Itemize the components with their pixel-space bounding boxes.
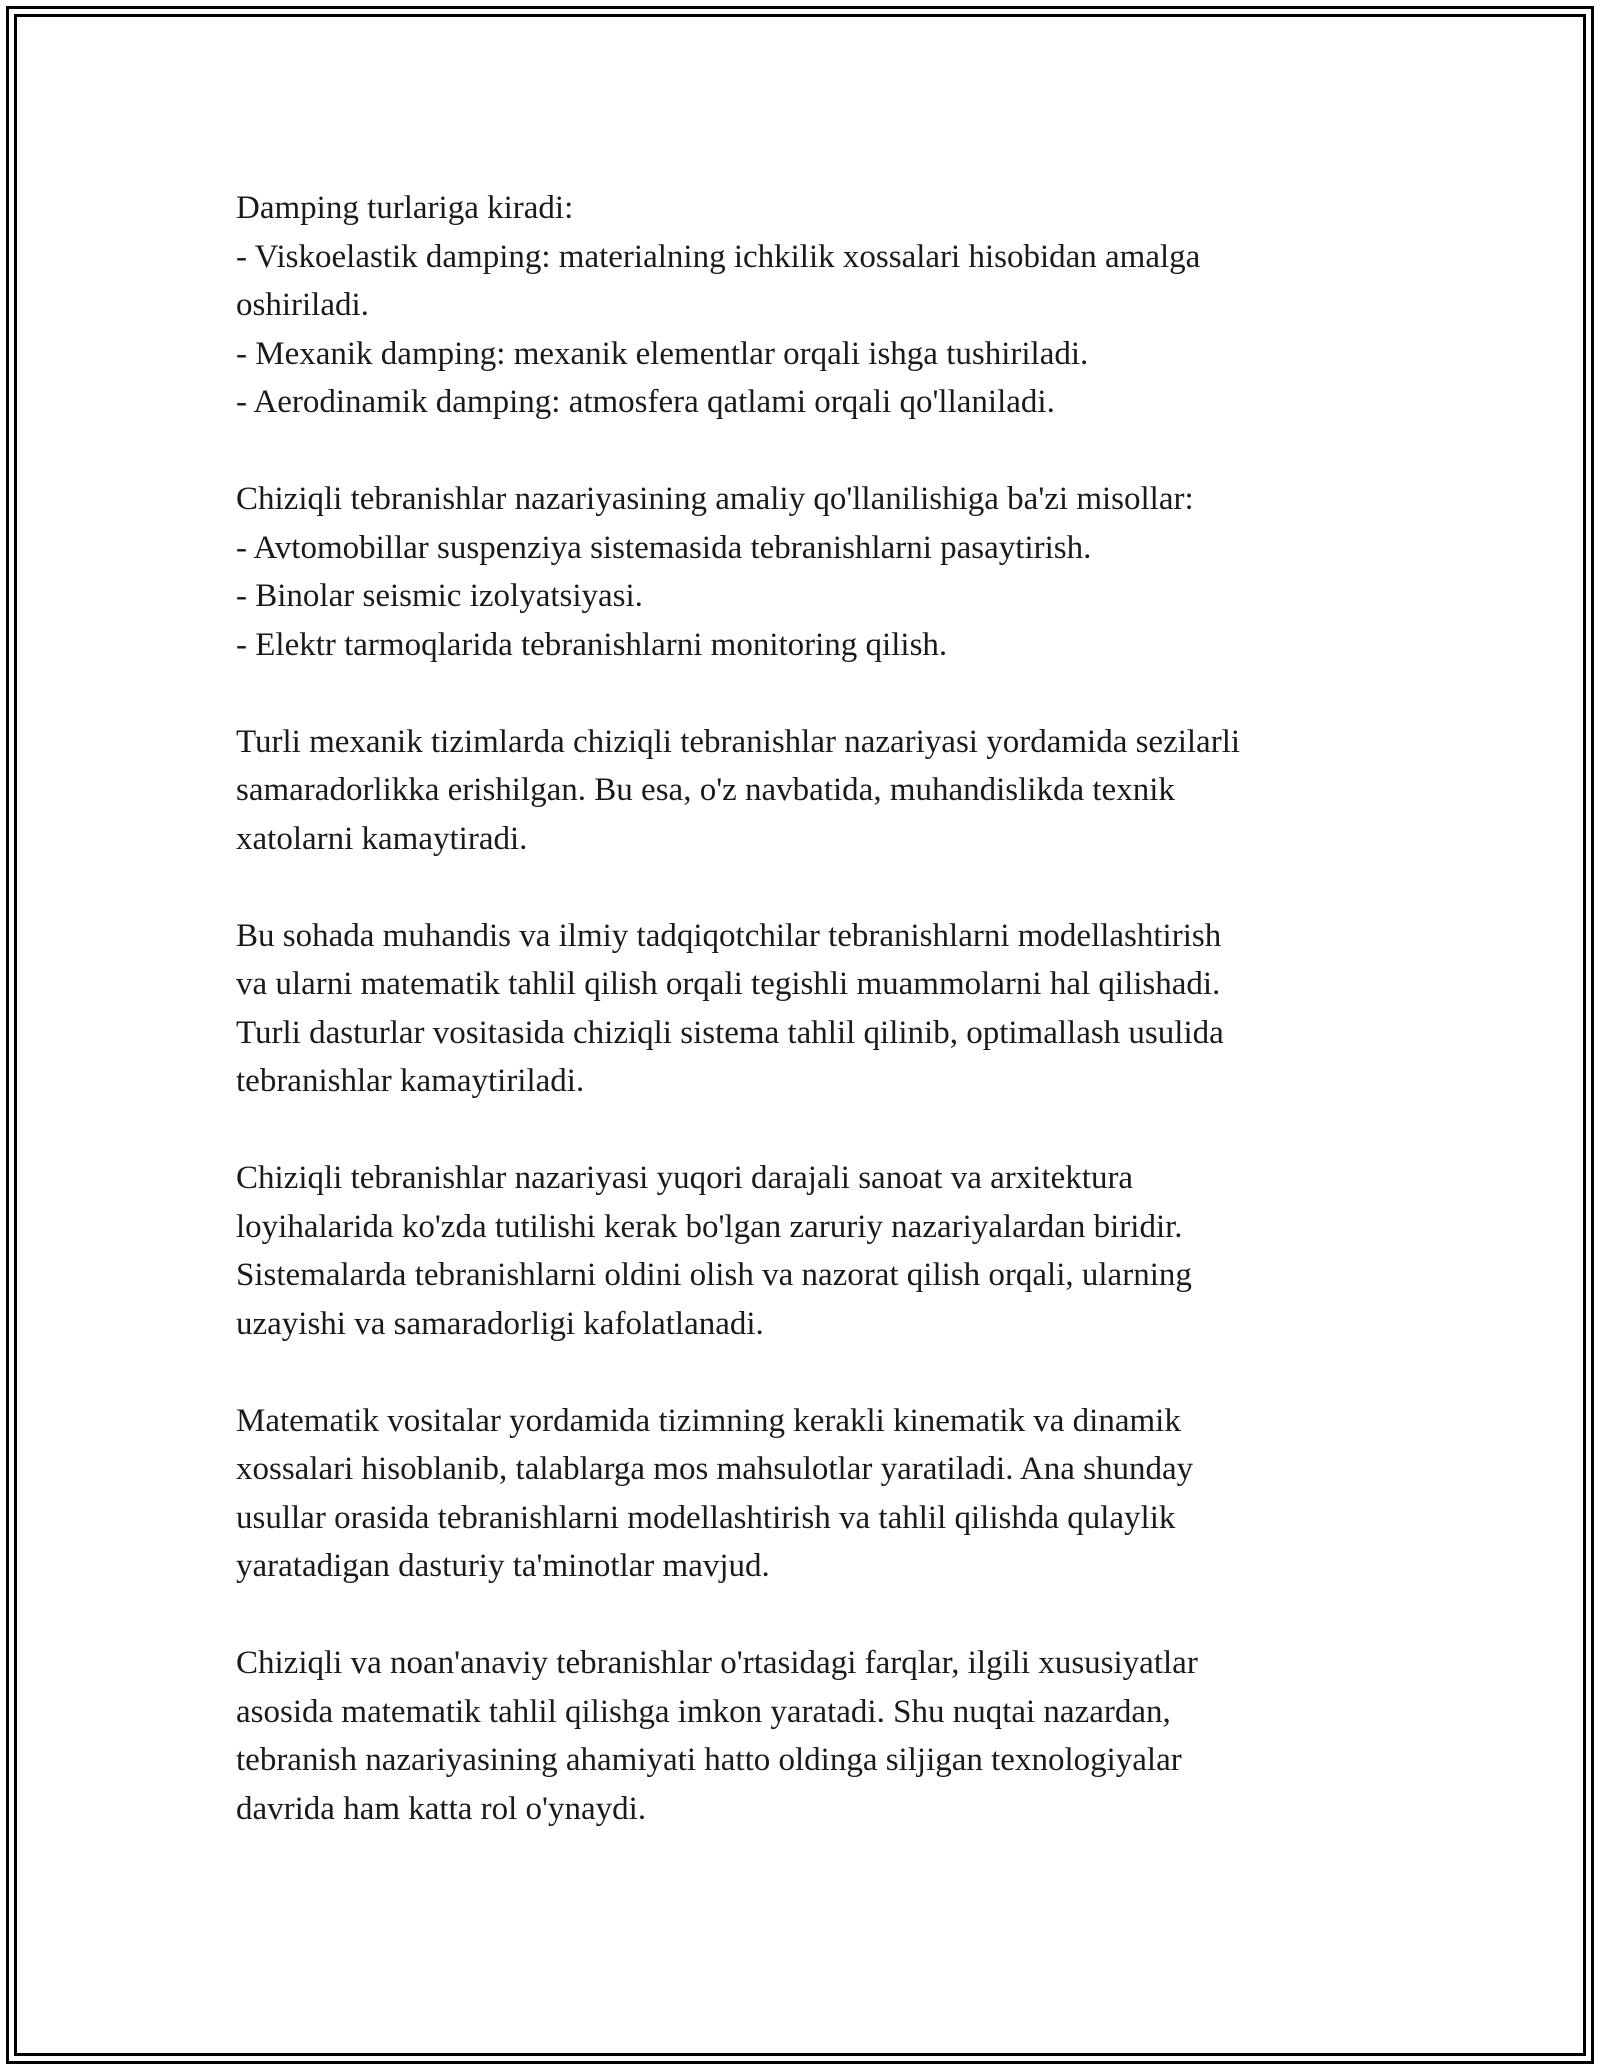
text-line: Chiziqli va noan'anaviy tebranishlar o'rtasidagi farqlar, ilgili xususiyatlar (236, 1645, 1198, 1681)
document-body (236, 184, 1366, 1882)
text-line: uzayishi va samaradorligi kafolatlanadi. (236, 1305, 764, 1342)
paragraph-researchers (236, 912, 1366, 1106)
text-line: Sistemalarda tebranishlarni oldini olish va nazorat qilish orqali, ularning (236, 1257, 1192, 1293)
text-line: Chiziqli tebranishlar nazariyasi yuqori darajali sanoat va arxitektura (236, 1160, 1134, 1196)
text-line: xatolarni kamaytiradi. (236, 820, 528, 857)
text-line: va ularni matematik tahlil qilish orqali tegishli muammolarni hal qilishadi. (236, 966, 1221, 1002)
text-line: Bu sohada muhandis va ilmiy tadqiqotchilar tebranishlarni modellashtirish (236, 917, 1222, 954)
paragraph-applications (236, 475, 1366, 669)
paragraph-efficiency (236, 718, 1366, 864)
text-line: - Viskoelastik damping: materialning ichkilik xossalari hisobidan amalga (236, 238, 1201, 275)
text-line: Turli dasturlar vositasida chiziqli sistema tahlil qilinib, optimallash usulida (236, 1014, 1224, 1051)
paragraph-math-tools (236, 1397, 1366, 1591)
text-line: samaradorlikka erishilgan. Bu esa, o'z navbatida, muhandislikda texnik (236, 772, 1175, 808)
text-line: tebranishlar kamaytiriladi. (236, 1063, 585, 1099)
text-line: Turli mexanik tizimlarda chiziqli tebranishlar nazariyasi yordamida sezilarli (236, 723, 1241, 760)
text-line: Matematik vositalar yordamida tizimning kerakli kinematik va dinamik (236, 1402, 1181, 1439)
text-line: tebranish nazariyasining ahamiyati hatto oldinga siljigan texnologiyalar (236, 1742, 1182, 1778)
text-line: - Binolar seismic izolyatsiyasi. (236, 578, 643, 614)
text-line: yaratadigan dasturiy ta'minotlar mavjud. (236, 1548, 770, 1584)
text-line: xossalari hisoblanib, talablarga mos mahsulotlar yaratiladi. Ana shunday (236, 1451, 1194, 1487)
paragraph-industry (236, 1154, 1366, 1348)
paragraph-damping-types (236, 184, 1366, 427)
text-line: davrida ham katta rol o'ynaydi. (236, 1790, 647, 1827)
text-line: - Mexanik damping: mexanik elementlar orqali ishga tushiriladi. (236, 335, 1089, 372)
text-line: Chiziqli tebranishlar nazariyasining amaliy qo'llanilishiga ba'zi misollar: (236, 481, 1194, 517)
text-line: oshiriladi. (236, 287, 369, 323)
text-line: asosida matematik tahlil qilishga imkon yaratadi. Shu nuqtai nazardan, (236, 1693, 1171, 1730)
text-line: - Avtomobillar suspenziya sistemasida tebranishlarni pasaytirish. (236, 529, 1092, 566)
text-line: usullar orasida tebranishlarni modellashtirish va tahlil qilishda qulaylik (236, 1499, 1176, 1536)
text-line: - Aerodinamik damping: atmosfera qatlami orqali qo'llaniladi. (236, 384, 1055, 420)
text-line: Damping turlariga kiradi: (236, 190, 574, 226)
paragraph-nonlinear (236, 1639, 1366, 1833)
text-line: loyihalarida ko'zda tutilishi kerak bo'lgan zaruriy nazariyalardan biridir. (236, 1208, 1183, 1245)
text-line: - Elektr tarmoqlarida tebranishlarni monitoring qilish. (236, 626, 948, 663)
